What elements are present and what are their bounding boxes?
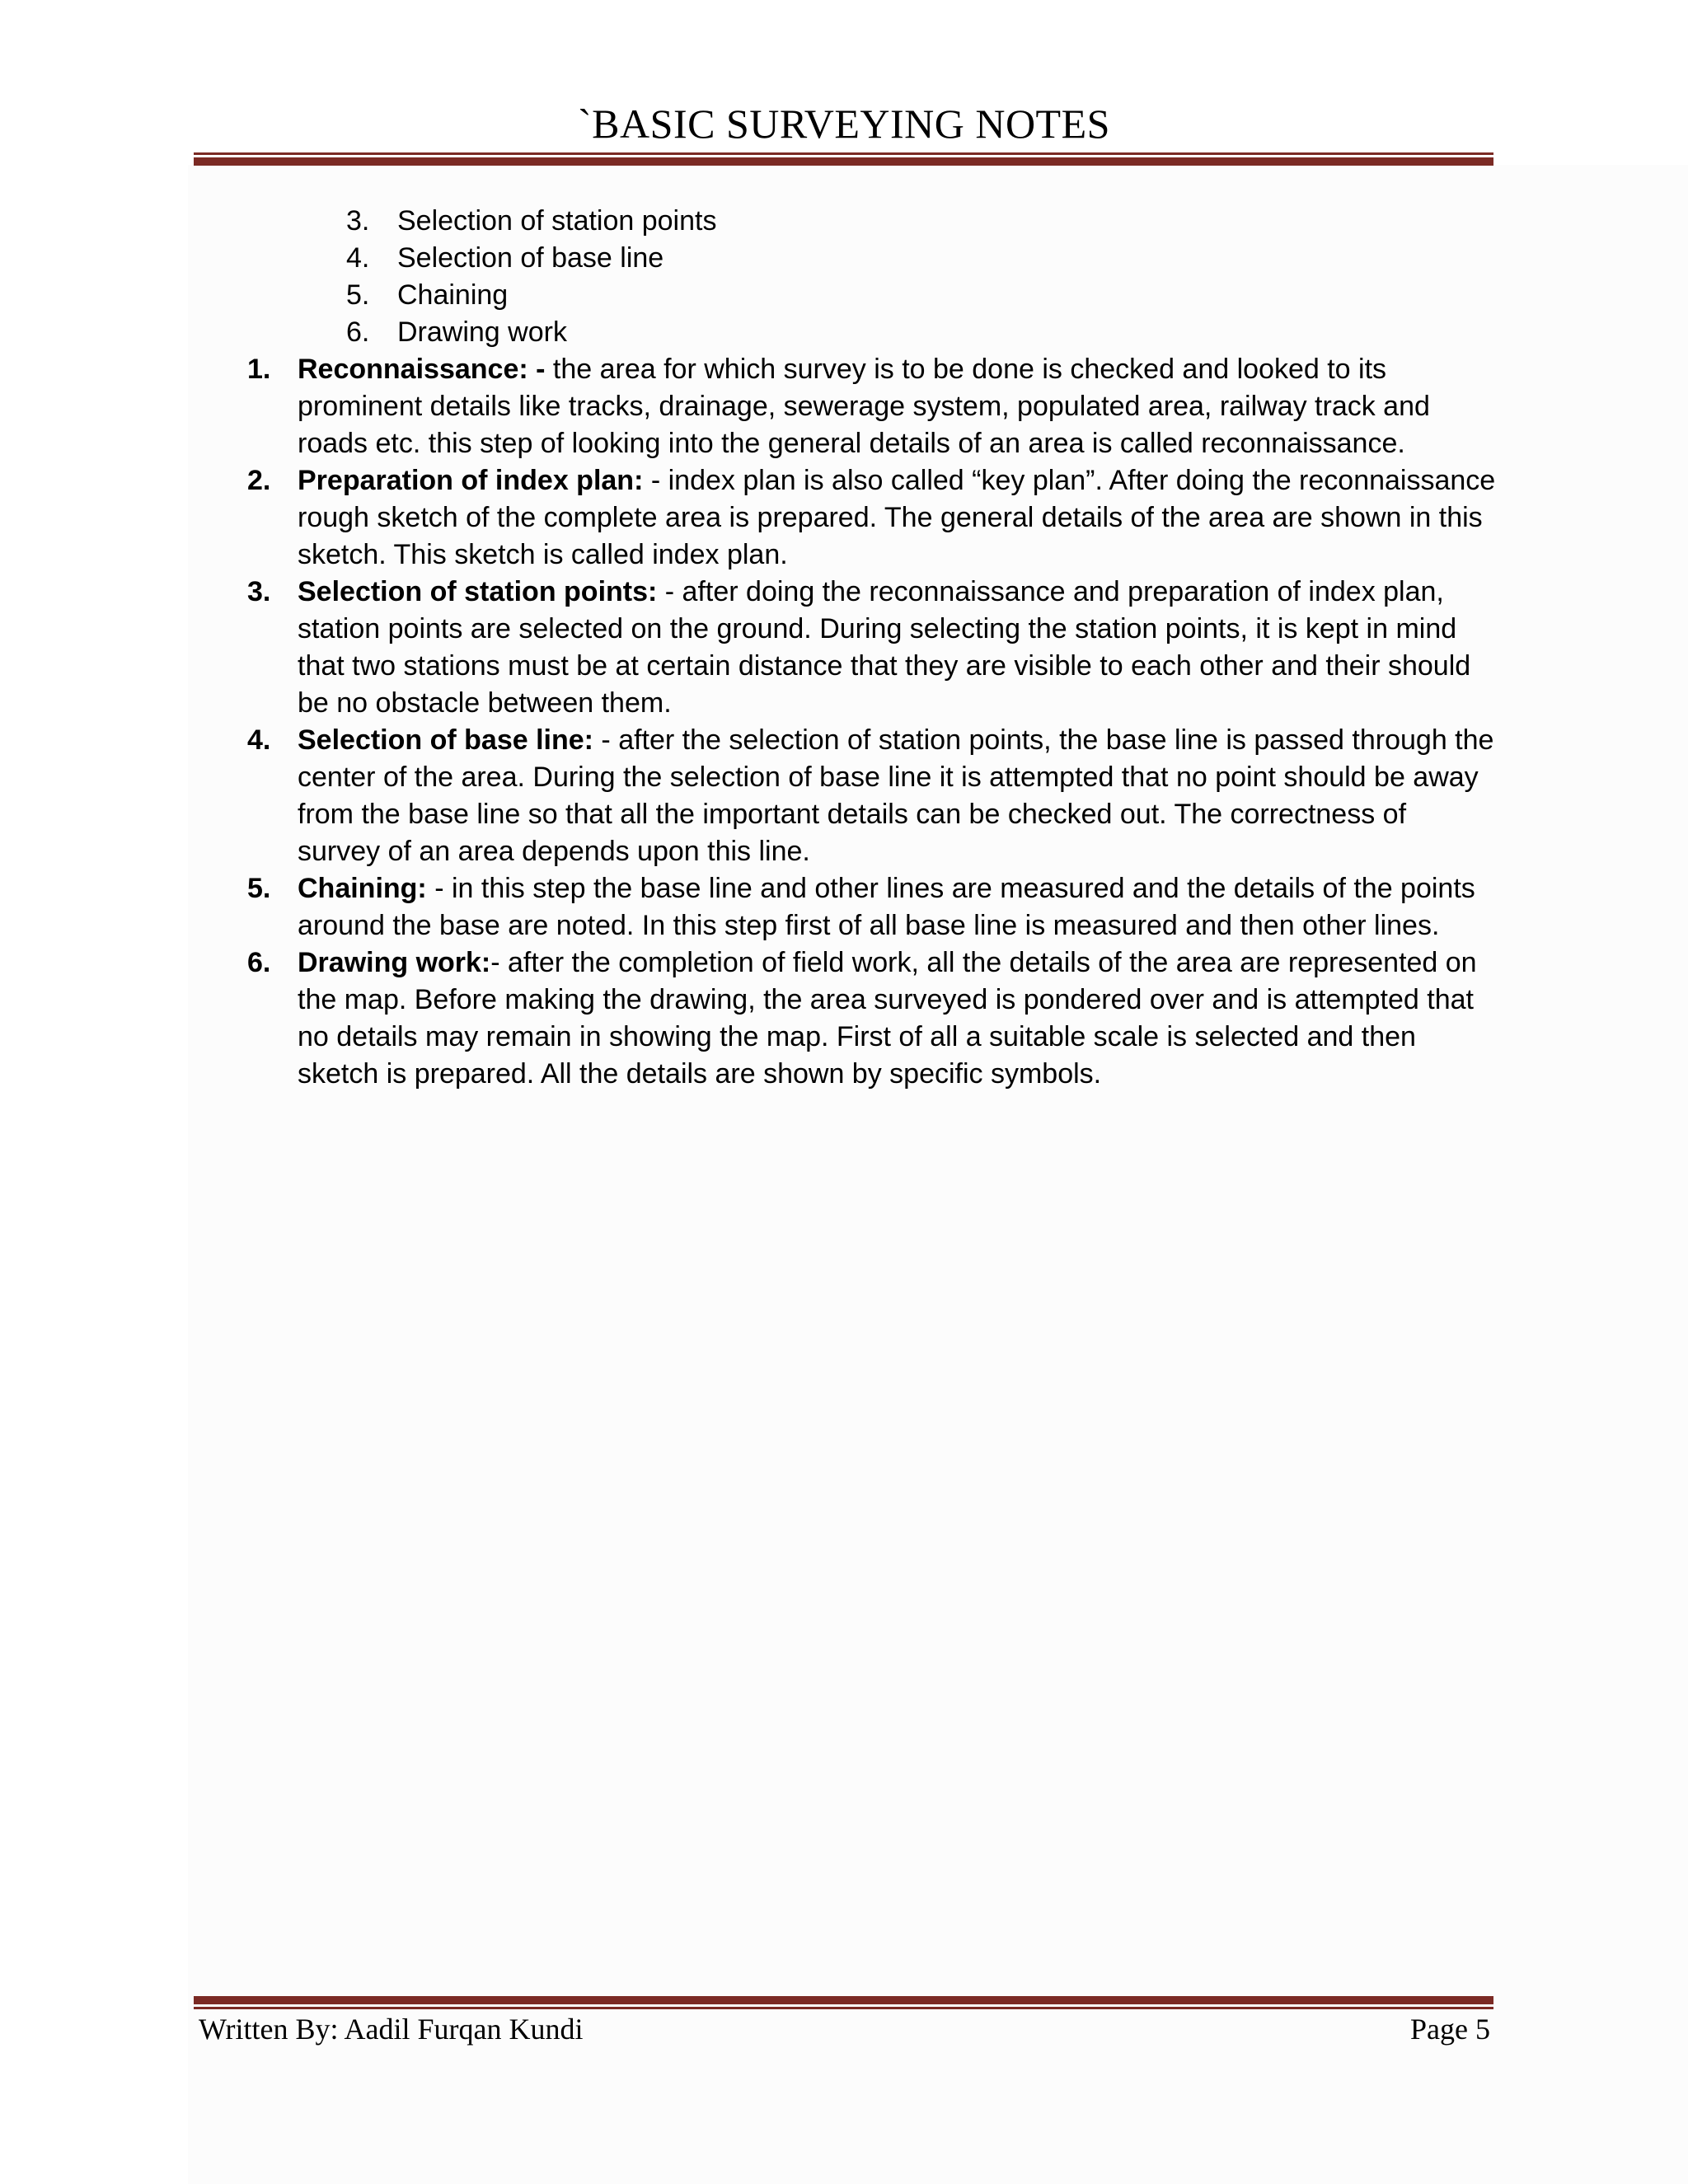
detail-text-line: sketch. This sketch is called index plan. (298, 539, 788, 570)
detail-text-line: be no obstacle between them. (298, 687, 672, 719)
detail-text-line: - after the completion of field work, all the details of the area are represented on (490, 947, 1477, 978)
step-list-item (346, 203, 716, 240)
detail-text-line: prominent details like tracks, drainage, sewerage system, populated area, railway track and (298, 391, 1430, 422)
detail-text-line: rough sketch of the complete area is prepared. The general details of the area are shown in this (298, 502, 1483, 533)
step-number: 3. (346, 205, 370, 237)
detail-number: 5. (247, 873, 271, 904)
step-list-item (346, 314, 567, 351)
detail-number: 6. (247, 947, 271, 978)
step-list-item (346, 277, 508, 314)
step-list-item (346, 240, 663, 277)
detail-term: Drawing work: (298, 947, 491, 978)
detail-text-line: - in this step the base line and other lines are measured and the details of the points (426, 873, 1475, 904)
detail-term: Selection of station points: (298, 576, 658, 607)
detail-text-line: sketch is prepared. All the details are shown by specific symbols. (298, 1058, 1102, 1090)
detail-text-line: - index plan is also called “key plan”. After doing the reconnaissance (643, 465, 1496, 496)
detail-text-line: around the base are noted. In this step first of all base line is measured and then other lines. (298, 910, 1440, 941)
page-header-title: `BASIC SURVEYING NOTES (578, 101, 1110, 147)
footer-author: Written By: Aadil Furqan Kundi (199, 2013, 584, 2046)
detail-term: Chaining: (298, 873, 427, 904)
detail-text-line: station points are selected on the ground. During selecting the station points, it is kept in mind (298, 613, 1457, 644)
step-label: Selection of base line (397, 242, 664, 274)
detail-text-line: roads etc. this step of looking into the general details of an area is called reconnaissance. (298, 428, 1405, 459)
footer-page-number: Page 5 (1410, 2013, 1490, 2046)
detail-text-line: - after the selection of station points, the base line is passed through the (593, 724, 1494, 756)
detail-text-line: - after doing the reconnaissance and preparation of index plan, (657, 576, 1444, 607)
header-rule (194, 152, 1493, 166)
detail-text-line: from the base line so that all the important details can be checked out. The correctness of (298, 799, 1407, 830)
detail-text-line: no details may remain in showing the map. First of all a suitable scale is selected and then (298, 1021, 1416, 1052)
step-number: 4. (346, 242, 370, 274)
detail-number: 3. (247, 576, 271, 607)
detail-number: 1. (247, 354, 271, 385)
detail-number: 2. (247, 465, 271, 496)
detail-text-line: the map. Before making the drawing, the area surveyed is pondered over and is attempted that (298, 984, 1474, 1015)
detail-text-line: the area for which survey is to be done is checked and looked to its (545, 354, 1387, 385)
detail-text-line: that two stations must be at certain distance that they are visible to each other and their should (298, 650, 1471, 682)
detail-term: Selection of base line: (298, 724, 593, 756)
step-label: Chaining (397, 279, 509, 311)
footer-rule (194, 1996, 1493, 2009)
detail-term: Preparation of index plan: (298, 465, 644, 496)
step-number: 5. (346, 279, 370, 311)
detail-term: Reconnaissance: - (298, 354, 546, 385)
detail-number: 4. (247, 724, 271, 756)
detail-text-line: survey of an area depends upon this line. (298, 836, 810, 867)
detail-text-line: center of the area. During the selection of base line it is attempted that no point should be away (298, 762, 1479, 793)
step-label: Selection of station points (397, 205, 717, 237)
step-number: 6. (346, 316, 370, 348)
step-label: Drawing work (397, 316, 567, 348)
